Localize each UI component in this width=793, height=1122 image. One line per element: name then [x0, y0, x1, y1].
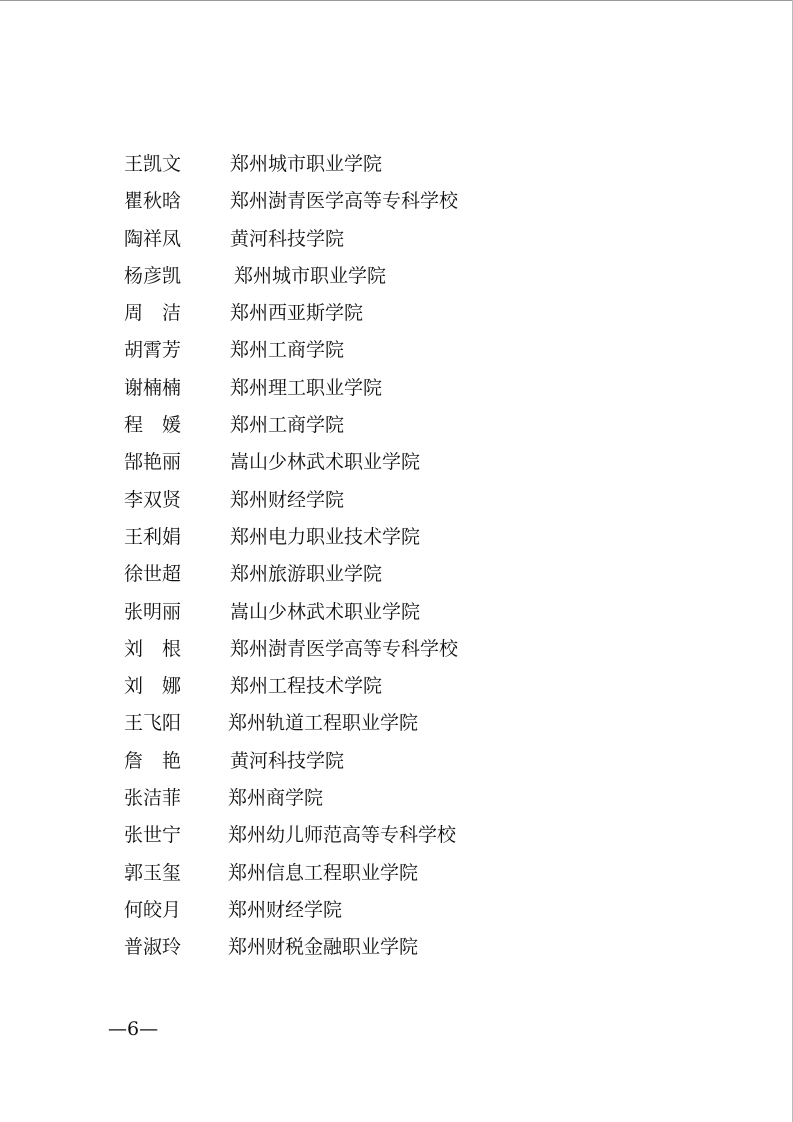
list-item [124, 519, 724, 556]
list-item [124, 332, 724, 369]
school-name: 郑州西亚斯学院 [230, 302, 364, 325]
list-item [124, 221, 724, 258]
school-name: 郑州商学院 [228, 787, 324, 810]
person-name: 何皎月 [124, 898, 182, 921]
person-name: 刘 娜 [124, 675, 182, 698]
person-name: 李双贤 [124, 488, 182, 511]
person-name: 詹 艳 [124, 749, 182, 772]
person-name: 张世宁 [124, 824, 182, 847]
school-name: 郑州澍青医学高等专科学校 [230, 637, 459, 660]
person-name: 刘 根 [124, 637, 182, 660]
list-item [124, 631, 724, 668]
person-name: 徐世超 [124, 563, 182, 586]
list-item [124, 780, 724, 817]
person-name: 谢楠楠 [124, 376, 182, 399]
list-item [124, 370, 724, 407]
school-name: 郑州城市职业学院 [230, 153, 383, 175]
person-name: 陶祥凤 [124, 227, 182, 250]
person-name: 瞿秋晗 [124, 190, 182, 213]
school-name: 郑州工程技术学院 [230, 675, 383, 698]
school-name: 郑州信息工程职业学院 [228, 861, 419, 884]
list-item [124, 817, 724, 854]
school-name: 郑州财经学院 [230, 488, 345, 511]
school-name: 郑州轨道工程职业学院 [228, 712, 419, 735]
school-name: 郑州工商学院 [230, 339, 345, 362]
school-name: 郑州工商学院 [230, 414, 345, 437]
list-item [124, 594, 724, 631]
list-item [124, 855, 724, 892]
person-name: 王凯文 [124, 153, 182, 175]
school-name: 郑州电力职业技术学院 [230, 525, 421, 548]
school-name: 嵩山少林武术职业学院 [230, 451, 421, 474]
school-name: 郑州旅游职业学院 [230, 563, 383, 586]
name-list [124, 146, 724, 967]
person-name: 郭玉玺 [124, 861, 182, 884]
school-name: 黄河科技学院 [230, 749, 345, 772]
list-item [124, 556, 724, 593]
person-name: 王利娟 [124, 525, 182, 548]
person-name: 杨彦凯 [124, 264, 182, 287]
school-name: 黄河科技学院 [230, 227, 345, 250]
list-item [124, 892, 724, 929]
page-number: —6— [108, 1018, 159, 1040]
list-item [124, 705, 724, 742]
list-item [124, 183, 724, 220]
list-item [124, 743, 724, 780]
school-name: 郑州理工职业学院 [230, 376, 383, 399]
school-name: 郑州财税金融职业学院 [228, 936, 419, 959]
school-name: 郑州澍青医学高等专科学校 [230, 190, 459, 213]
list-item [124, 444, 724, 481]
person-name: 胡霄芳 [124, 339, 182, 362]
list-item [124, 929, 724, 966]
list-item [124, 146, 724, 183]
person-name: 普淑玲 [124, 936, 182, 959]
school-name: 郑州幼儿师范高等专科学校 [228, 824, 457, 847]
person-name: 王飞阳 [124, 712, 182, 735]
school-name: 郑州城市职业学院 [234, 264, 387, 287]
list-item [124, 258, 724, 295]
list-item [124, 668, 724, 705]
school-name: 嵩山少林武术职业学院 [230, 600, 421, 623]
list-item [124, 407, 724, 444]
person-name: 郜艳丽 [124, 451, 182, 474]
person-name: 张洁菲 [124, 787, 182, 810]
person-name: 周 洁 [124, 302, 182, 325]
list-item [124, 482, 724, 519]
person-name: 张明丽 [124, 600, 182, 623]
school-name: 郑州财经学院 [228, 898, 343, 921]
person-name: 程 媛 [124, 414, 182, 437]
page-top-border [0, 0, 793, 1]
list-item [124, 295, 724, 332]
